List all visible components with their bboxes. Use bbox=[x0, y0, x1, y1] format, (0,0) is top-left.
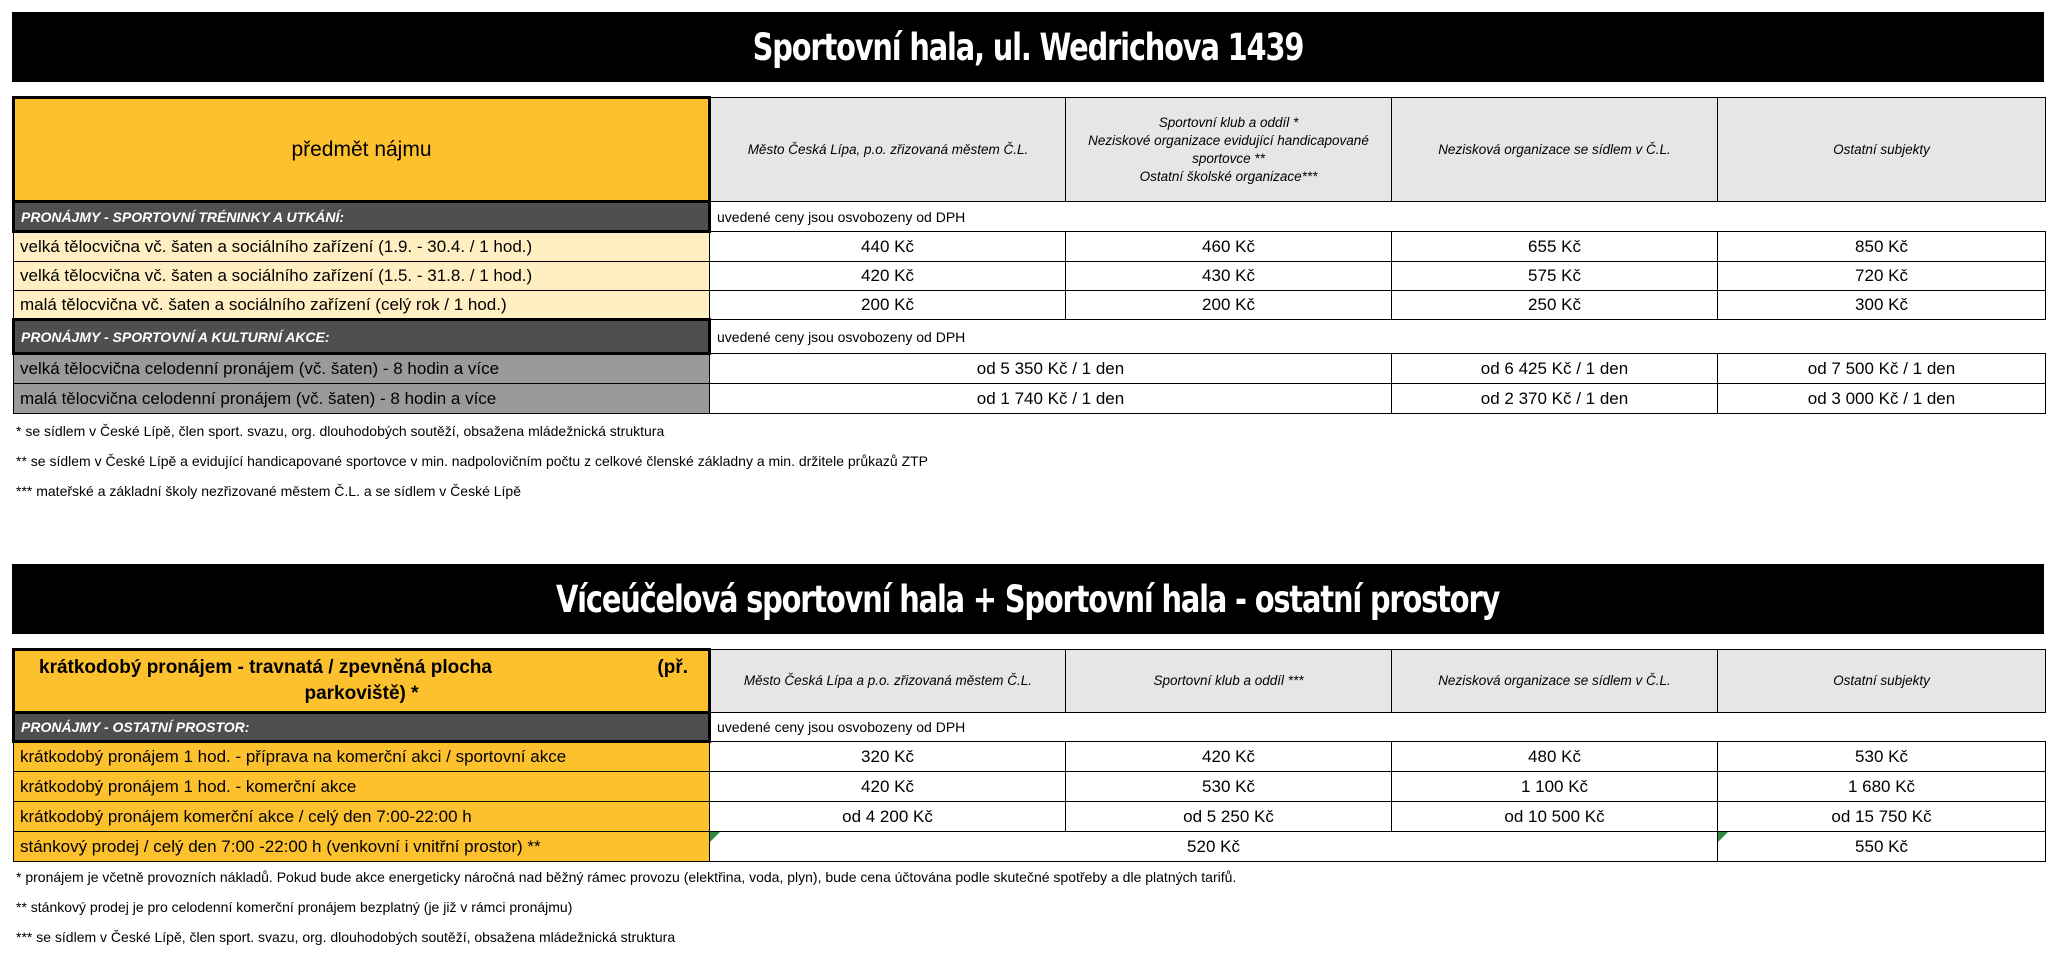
section2-title-banner bbox=[12, 564, 2044, 634]
col-header-mesto: Město Česká Lípa a p.o. zřizovaná městem Č.L. bbox=[710, 650, 1066, 713]
price-cell: 420 Kč bbox=[710, 772, 1066, 802]
row-label: krátkodobý pronájem 1 hod. - příprava na komerční akci / sportovní akce bbox=[14, 742, 710, 772]
price-cell: 720 Kč bbox=[1718, 262, 2046, 291]
price-cell: 1 100 Kč bbox=[1392, 772, 1718, 802]
price-cell: 850 Kč bbox=[1718, 232, 2046, 262]
vat-note: uvedené ceny jsou osvobozeny od DPH bbox=[717, 719, 966, 735]
price-cell: 530 Kč bbox=[1066, 772, 1392, 802]
table1-header-row bbox=[14, 98, 2046, 202]
price-table-2 bbox=[12, 648, 2046, 862]
price-cell: 420 Kč bbox=[1066, 742, 1392, 772]
table-row bbox=[14, 802, 2046, 832]
price-cell: od 2 370 Kč / 1 den bbox=[1392, 384, 1718, 414]
vat-note: uvedené ceny jsou osvobozeny od DPH bbox=[717, 328, 966, 345]
col-header-neziskova: Nezisková organizace se sídlem v Č.L. bbox=[1392, 650, 1718, 713]
price-cell: od 5 350 Kč / 1 den bbox=[710, 354, 1392, 384]
table-row bbox=[14, 262, 2046, 291]
price-cell: 300 Kč bbox=[1718, 291, 2046, 320]
table-row bbox=[14, 354, 2046, 384]
price-cell: 200 Kč bbox=[1066, 291, 1392, 320]
price-cell: 520 Kč bbox=[710, 832, 1718, 862]
price-cell: 550 Kč bbox=[1718, 832, 2046, 862]
section-row-ostatni bbox=[14, 713, 2046, 742]
price-cell: 430 Kč bbox=[1066, 262, 1392, 291]
section1-title: Sportovní hala, ul. Wedrichova 1439 bbox=[752, 25, 1304, 69]
section-row-akce bbox=[14, 320, 2046, 354]
price-cell: od 10 500 Kč bbox=[1392, 802, 1718, 832]
row-label: velká tělocvična vč. šaten a sociálního zařízení (1.5. - 31.8. / 1 hod.) bbox=[14, 262, 710, 291]
footnote: *** mateřské a základní školy nezřizované městem Č.L. a se sídlem v České Lípě bbox=[16, 483, 521, 499]
price-cell: 200 Kč bbox=[710, 291, 1066, 320]
price-cell: 575 Kč bbox=[1392, 262, 1718, 291]
table2-header-row bbox=[14, 650, 2046, 713]
price-cell: od 5 250 Kč bbox=[1066, 802, 1392, 832]
row-label: stánkový prodej / celý den 7:00 -22:00 h (venkovní i vnitřní prostor) ** bbox=[14, 832, 710, 862]
table-row bbox=[14, 232, 2046, 262]
price-cell: 250 Kč bbox=[1392, 291, 1718, 320]
price-cell: od 4 200 Kč bbox=[710, 802, 1066, 832]
footnote: * pronájem je včetně provozních nákladů. Pokud bude akce energeticky náročná nad běžný rámec provozu (elektřina, voda, plyn), bude cena účtována podle skutečné spotřeby a dle platných tarifů. bbox=[16, 869, 1237, 885]
section-row-treninky bbox=[14, 202, 2046, 232]
price-cell: od 7 500 Kč / 1 den bbox=[1718, 354, 2046, 384]
row-label: krátkodobý pronájem 1 hod. - komerční akce bbox=[14, 772, 710, 802]
col-header-sport-klub: Sportovní klub a oddíl * Neziskové organizace evidující handicapované sportovce ** Ostatní školské organizace*** bbox=[1066, 98, 1392, 202]
col-header-sport-klub: Sportovní klub a oddíl *** bbox=[1066, 650, 1392, 713]
table-row bbox=[14, 384, 2046, 414]
footnote: * se sídlem v České Lípě, člen sport. svazu, org. dlouhodobých soutěží, obsažena mládežnická struktura bbox=[16, 423, 665, 439]
col-header-mesto: Město Česká Lípa, p.o. zřizovaná městem Č.L. bbox=[710, 98, 1066, 202]
section-label: PRONÁJMY - SPORTOVNÍ A KULTURNÍ AKCE: bbox=[14, 320, 710, 354]
price-cell: od 6 425 Kč / 1 den bbox=[1392, 354, 1718, 384]
col-header-neziskova: Nezisková organizace se sídlem v Č.L. bbox=[1392, 98, 1718, 202]
section-label: PRONÁJMY - OSTATNÍ PROSTOR: bbox=[14, 713, 710, 742]
price-cell: od 1 740 Kč / 1 den bbox=[710, 384, 1392, 414]
price-table-1 bbox=[12, 96, 2046, 414]
price-cell: 530 Kč bbox=[1718, 742, 2046, 772]
price-cell: 655 Kč bbox=[1392, 232, 1718, 262]
table2-header-label: krátkodobý pronájem - travnatá / zpevněná plocha (př. parkoviště) * bbox=[14, 650, 710, 713]
table-row bbox=[14, 832, 2046, 862]
footnote: ** stánkový prodej je pro celodenní komerční pronájem bezplatný (je již v rámci pronájmu) bbox=[16, 899, 573, 915]
row-label: malá tělocvična celodenní pronájem (vč. šaten) - 8 hodin a více bbox=[14, 384, 710, 414]
table1-header-label: předmět nájmu bbox=[14, 98, 710, 202]
price-cell: 440 Kč bbox=[710, 232, 1066, 262]
row-label: velká tělocvična vč. šaten a sociálního zařízení (1.9. - 30.4. / 1 hod.) bbox=[14, 232, 710, 262]
section1-title-banner bbox=[12, 12, 2044, 82]
price-cell: 460 Kč bbox=[1066, 232, 1392, 262]
table-row bbox=[14, 742, 2046, 772]
row-label: malá tělocvična vč. šaten a sociálního zařízení (celý rok / 1 hod.) bbox=[14, 291, 710, 320]
section-label: PRONÁJMY - SPORTOVNÍ TRÉNINKY A UTKÁNÍ: bbox=[14, 202, 710, 232]
section2-title: Víceúčelová sportovní hala + Sportovní hala - ostatní prostory bbox=[556, 577, 1500, 621]
footnote: ** se sídlem v České Lípě a evidující handicapované sportovce v min. nadpolovičním počtu z celkové členské základny a min. držitele průkazů ZTP bbox=[16, 453, 929, 469]
price-cell: 1 680 Kč bbox=[1718, 772, 2046, 802]
table-row bbox=[14, 291, 2046, 320]
price-cell: 480 Kč bbox=[1392, 742, 1718, 772]
col-header-ostatni: Ostatní subjekty bbox=[1718, 98, 2046, 202]
footnote: *** se sídlem v České Lípě, člen sport. svazu, org. dlouhodobých soutěží, obsažena mládežnická struktura bbox=[16, 929, 676, 945]
col-header-ostatni: Ostatní subjekty bbox=[1718, 650, 2046, 713]
row-label: krátkodobý pronájem komerční akce / celý den 7:00-22:00 h bbox=[14, 802, 710, 832]
price-cell: od 15 750 Kč bbox=[1718, 802, 2046, 832]
row-label: velká tělocvična celodenní pronájem (vč. šaten) - 8 hodin a více bbox=[14, 354, 710, 384]
vat-note: uvedené ceny jsou osvobozeny od DPH bbox=[717, 208, 966, 225]
price-cell: od 3 000 Kč / 1 den bbox=[1718, 384, 2046, 414]
price-cell: 320 Kč bbox=[710, 742, 1066, 772]
price-cell: 420 Kč bbox=[710, 262, 1066, 291]
table-row bbox=[14, 772, 2046, 802]
